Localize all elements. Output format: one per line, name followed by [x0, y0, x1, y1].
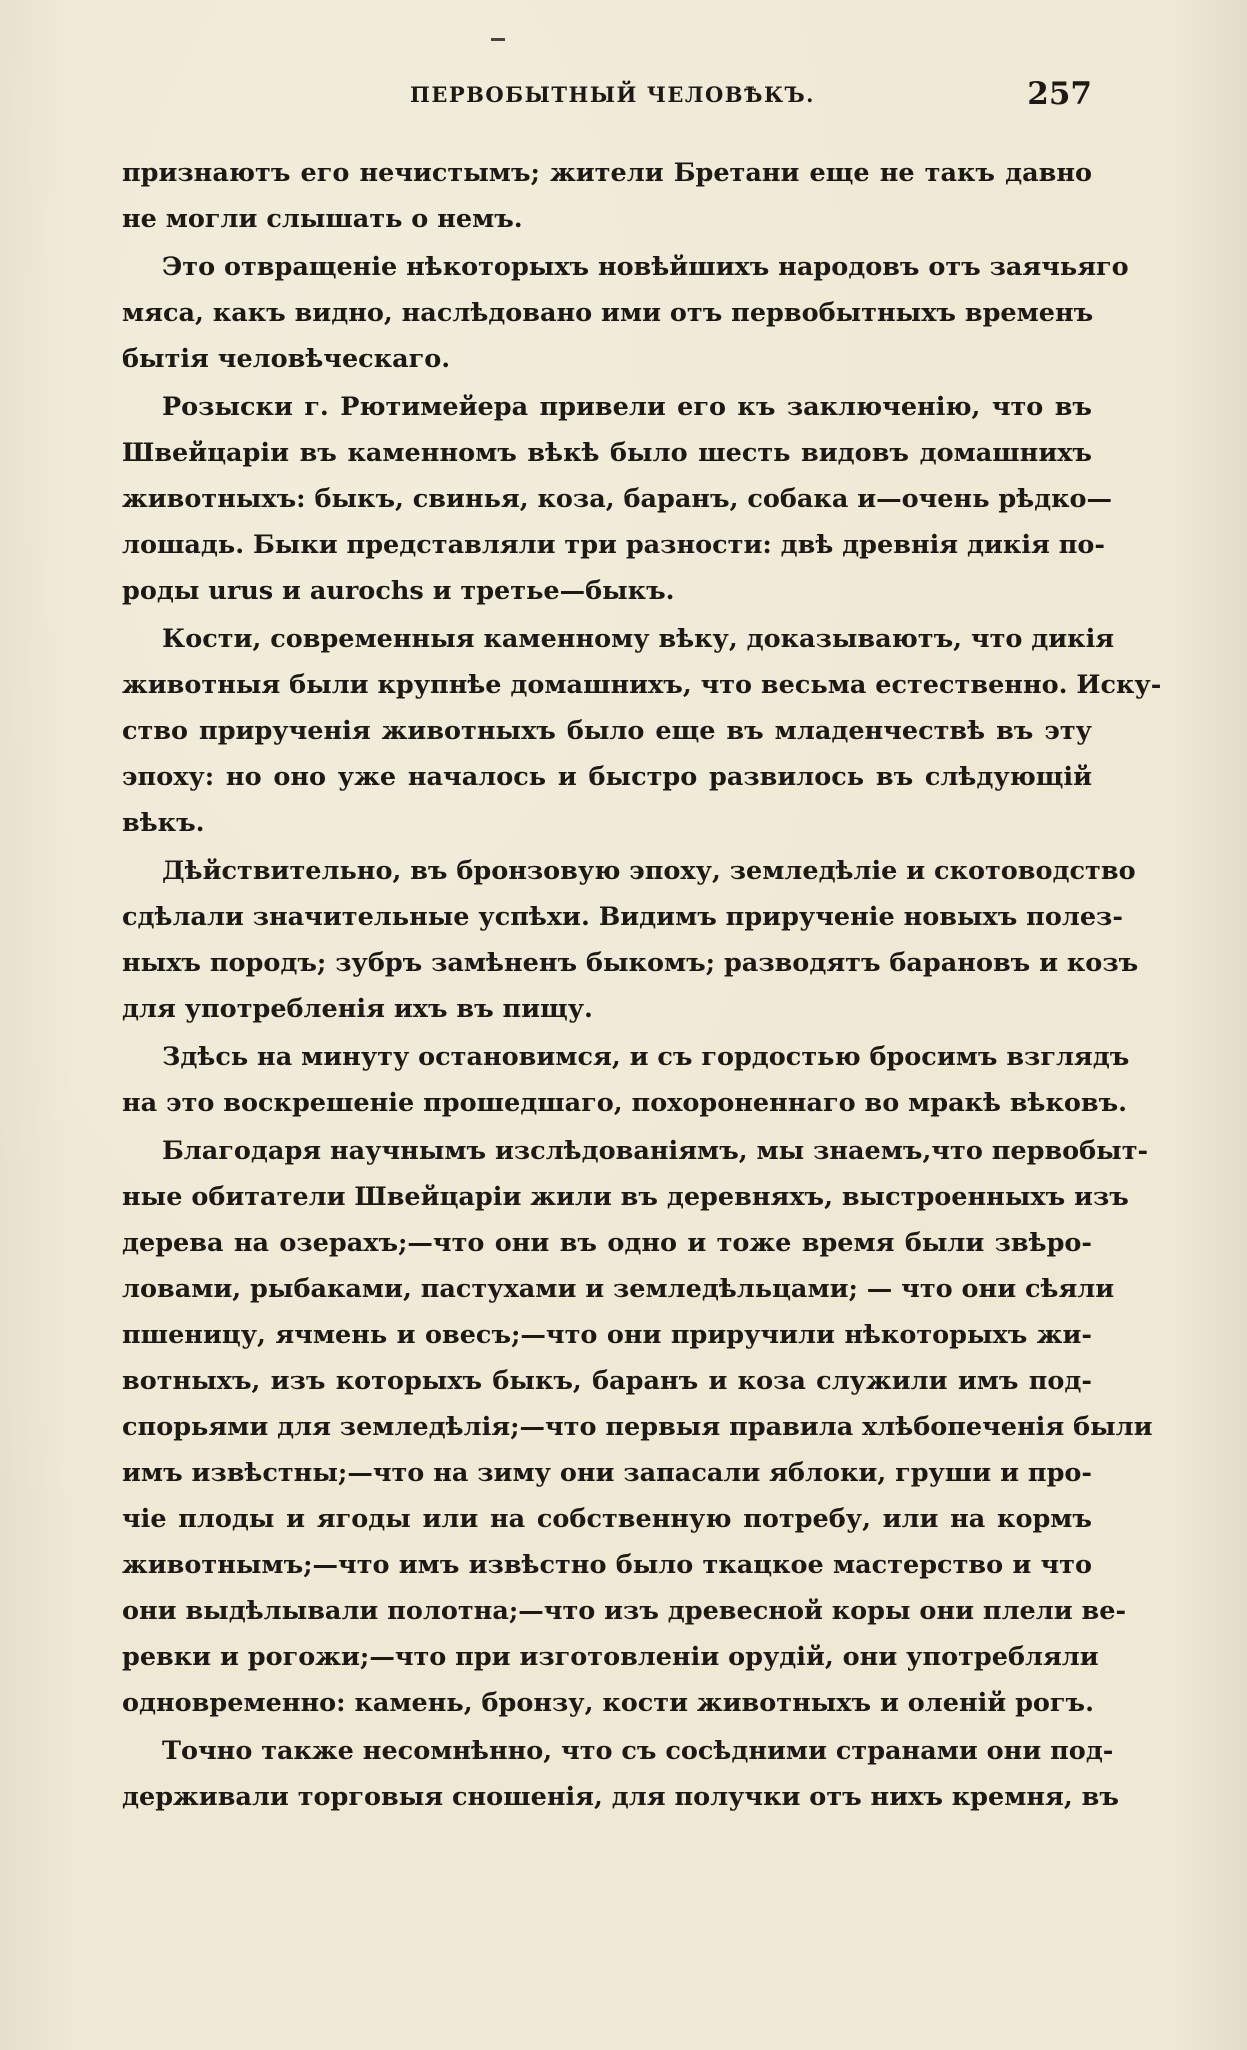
text-line: пшеницу, ячмень и овесъ;—что они приручили нѣкоторыхъ жи-	[122, 1320, 1092, 1350]
text-line: лошадь. Быки представляли три разности: двѣ древнія дикія по-	[122, 530, 1105, 560]
text-line: ловами, рыбаками, пастухами и земледѣльцами; — что они сѣяли	[122, 1274, 1115, 1304]
text-line: Кости, современныя каменному вѣку, доказываютъ, что дикія	[162, 624, 1115, 654]
text-line: животныхъ: быкъ, свинья, коза, баранъ, собака и—очень рѣдко—	[122, 484, 1113, 514]
text-line: Здѣсь на минуту остановимся, и съ гордостью бросимъ взглядъ	[162, 1042, 1130, 1072]
body-text	[122, 150, 1162, 1820]
text-line: не могли слышать о немъ.	[122, 204, 523, 234]
text-line: они выдѣлывали полотна;—что изъ древесной коры они плели ве-	[122, 1596, 1127, 1626]
text-line: ство прирученія животныхъ было еще въ младенчествѣ въ эту	[122, 716, 1092, 746]
text-line: Розыски г. Рютимейера привели его къ заключенію, что въ	[162, 392, 1092, 422]
text-line: чіе плоды и ягоды или на собственную потребу, или на кормъ	[122, 1504, 1092, 1534]
page-number: 257	[1027, 76, 1092, 112]
text-line: Благодаря научнымъ изслѣдованіямъ, мы знаемъ,что первобыт-	[162, 1136, 1149, 1166]
page-header	[122, 78, 1092, 118]
text-line: животнымъ;—что имъ извѣстно было ткацкое мастерство и что	[122, 1550, 1092, 1580]
text-line: эпоху: но оно уже началось и быстро развилось въ слѣдующій	[122, 762, 1092, 792]
text-line: Дѣйствительно, въ бронзовую эпоху, земледѣліе и скотоводство	[162, 856, 1136, 886]
running-head: ПЕРВОБЫТНЫЙ ЧЕЛОВѢКЪ.	[410, 82, 815, 107]
text-line: ныхъ породъ; зубръ замѣненъ быкомъ; разводятъ барановъ и козъ	[122, 948, 1139, 978]
text-line: одновременно: камень, бронзу, кости животныхъ и оленій рогъ.	[122, 1688, 1095, 1718]
text-line: Точно также несомнѣнно, что съ сосѣдними странами они под-	[162, 1736, 1114, 1766]
text-line: животныя были крупнѣе домашнихъ, что весьма естественно. Иску-	[122, 670, 1162, 700]
text-line: на это воскрешеніе прошедшаго, похороненнаго во мракѣ вѣковъ.	[122, 1088, 1128, 1118]
text-line: для употребленія ихъ въ пищу.	[122, 994, 593, 1024]
top-mark	[491, 38, 505, 41]
text-line: вѣкъ.	[122, 808, 205, 838]
text-line: мяса, какъ видно, наслѣдовано ими отъ первобытныхъ временъ	[122, 298, 1094, 328]
text-line: сдѣлали значительные успѣхи. Видимъ прирученіе новыхъ полез-	[122, 902, 1123, 932]
text-line: имъ извѣстны;—что на зиму они запасали яблоки, груши и про-	[122, 1458, 1092, 1488]
text-line: Швейцаріи въ каменномъ вѣкѣ было шесть видовъ домашнихъ	[122, 438, 1092, 468]
text-line: ревки и рогожи;—что при изготовленіи орудій, они употребляли	[122, 1642, 1099, 1672]
text-line: спорьями для земледѣлія;—что первыя правила хлѣбопеченія были	[122, 1412, 1153, 1442]
text-line: держивали торговыя сношенія, для получки отъ нихъ кремня, въ	[122, 1782, 1119, 1812]
text-line: бытія человѣческаго.	[122, 344, 451, 374]
text-line: Это отвращеніе нѣкоторыхъ новѣйшихъ народовъ отъ заячьяго	[162, 252, 1129, 282]
text-line: ные обитатели Швейцаріи жили въ деревняхъ, выстроенныхъ изъ	[122, 1182, 1129, 1212]
text-line: дерева на озерахъ;—что они въ одно и тоже время были звѣро-	[122, 1228, 1092, 1258]
text-line: роды urus и aurochs и третье—быкъ.	[122, 576, 675, 606]
text-line: признаютъ его нечистымъ; жители Бретани еще не такъ давно	[122, 158, 1092, 188]
text-line: вотныхъ, изъ которыхъ быкъ, баранъ и коза служили имъ под-	[122, 1366, 1092, 1396]
